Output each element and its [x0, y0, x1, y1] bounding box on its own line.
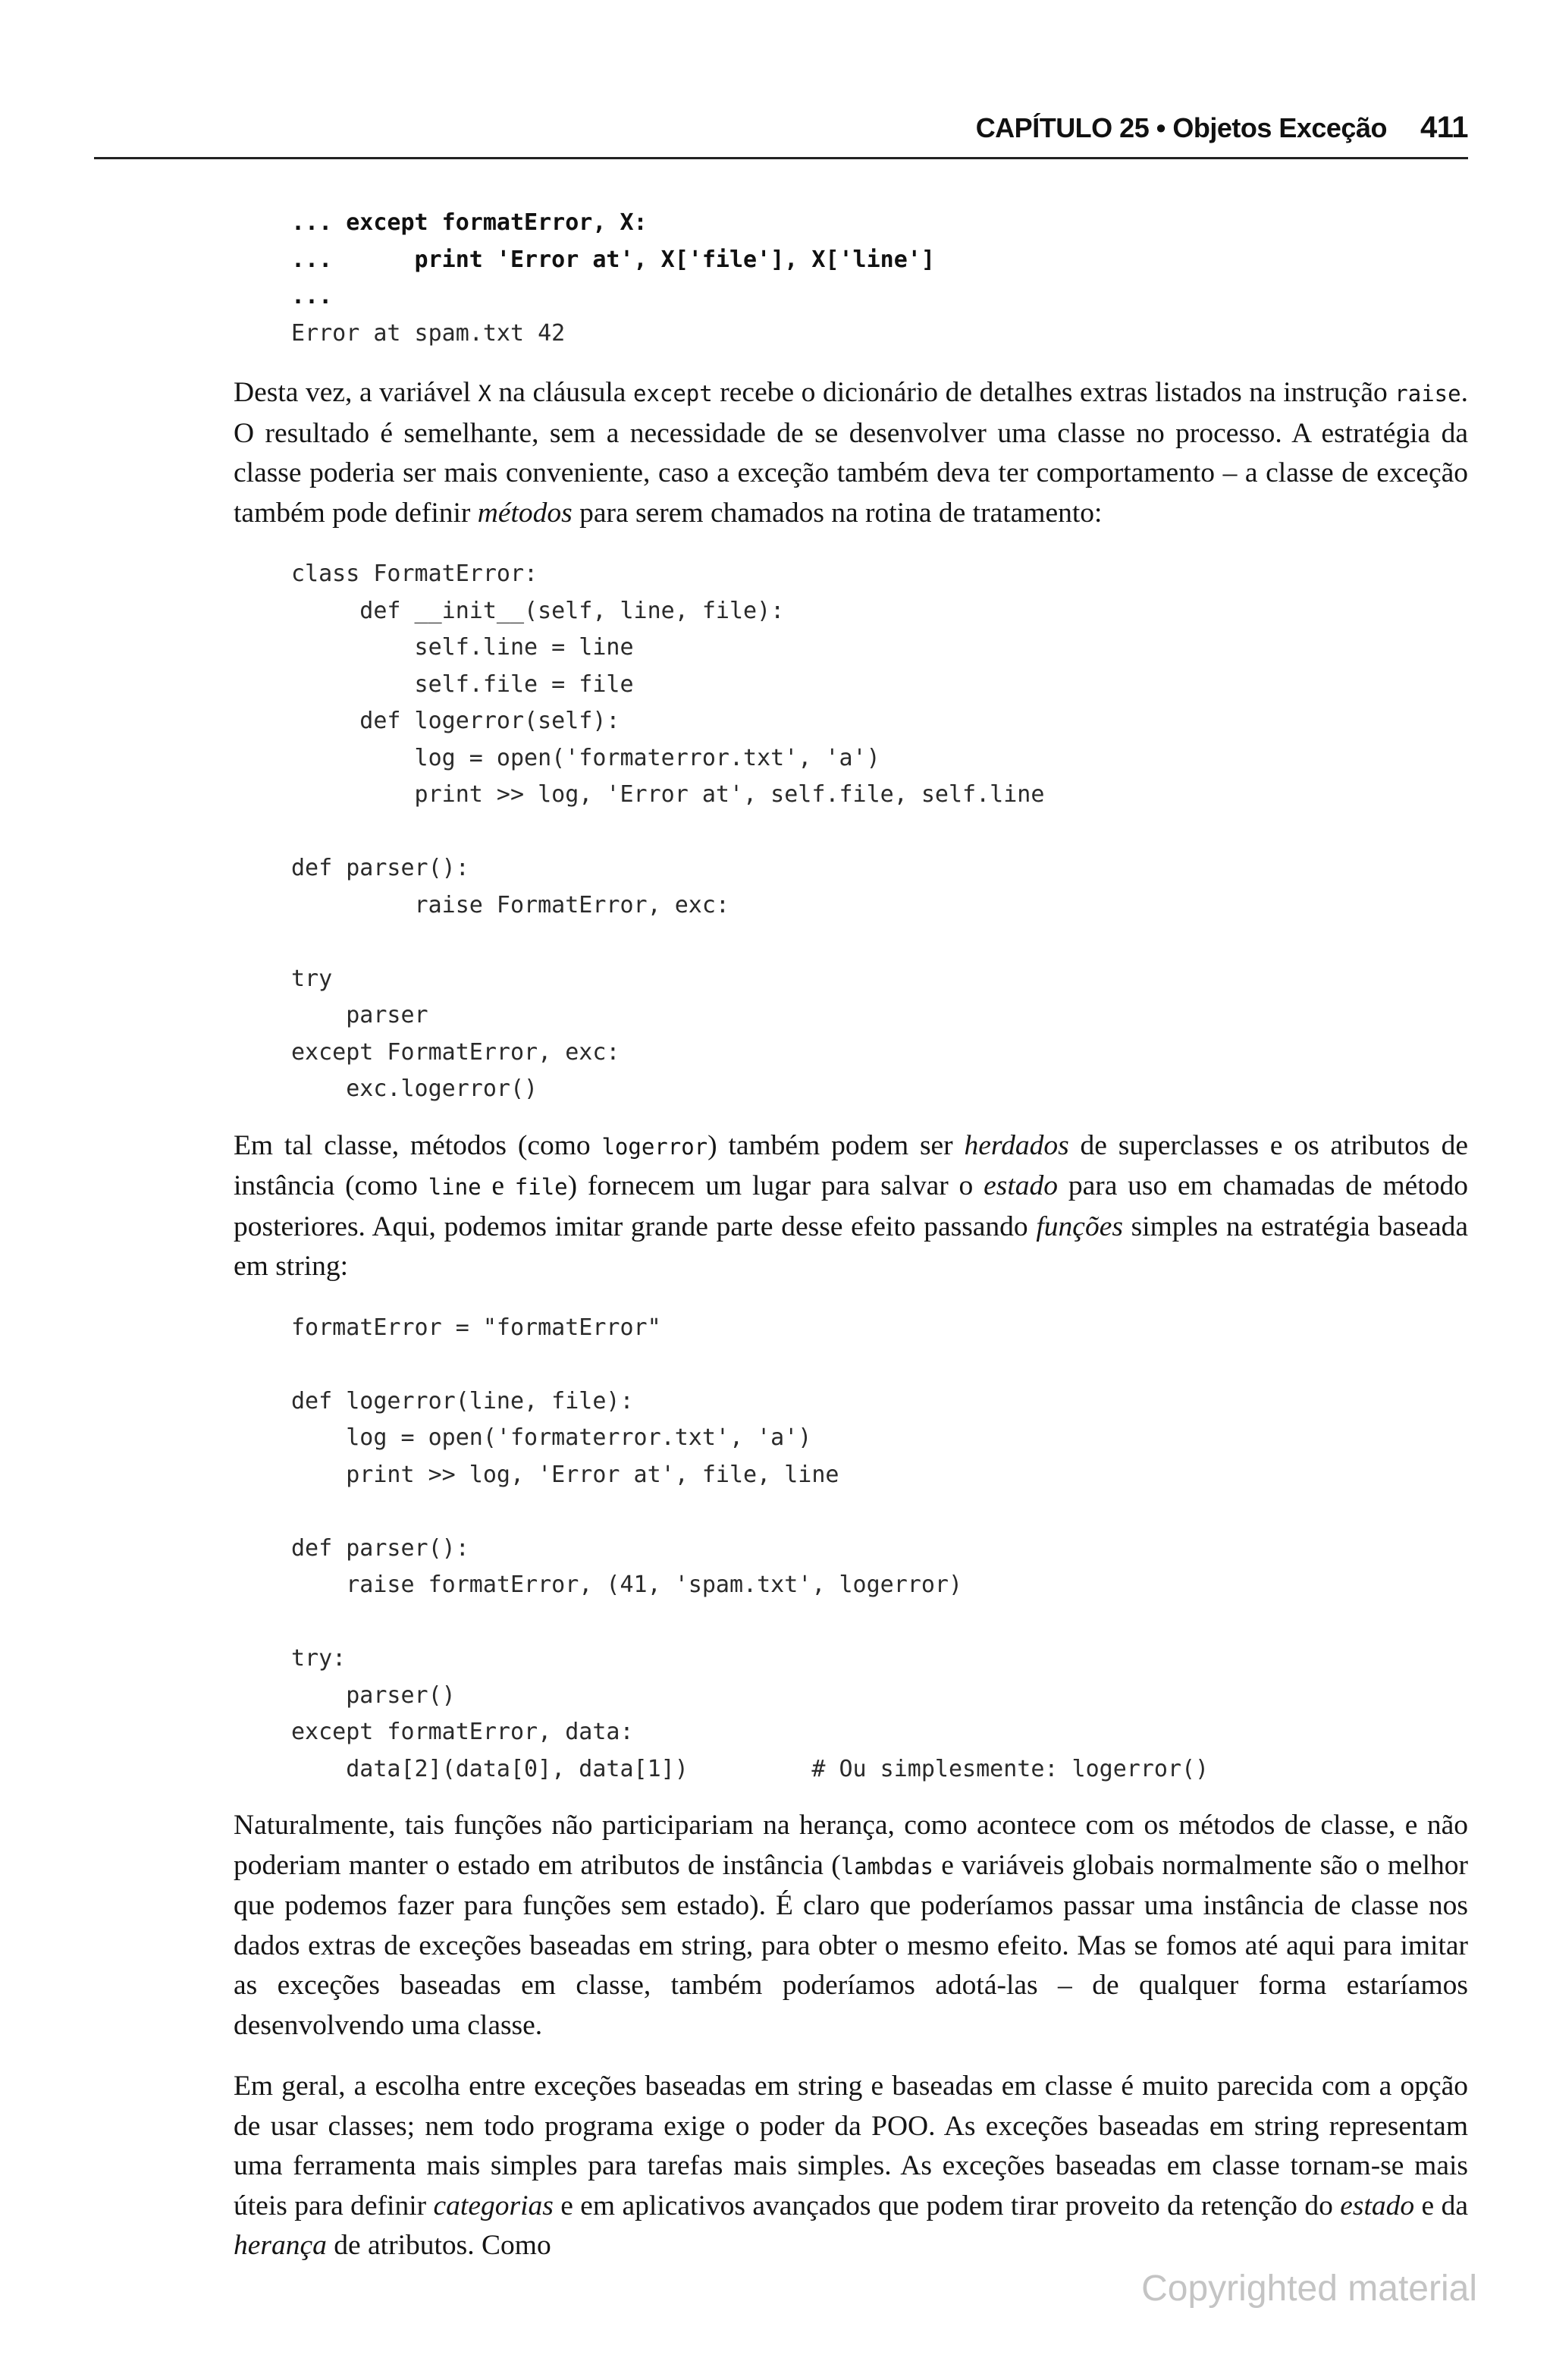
inline-code: lambdas [840, 1853, 933, 1879]
inline-code: raise [1395, 381, 1461, 407]
text-run: Em geral, a escolha entre exceções baseadas em string e baseadas em classe é muito parecida com a opção de usar classes; nem todo programa exige o poder da POO. As exceções baseadas em string representam uma ferramenta mais simples para tarefas mais simples. As exceções baseadas em classe tornam-se mais úteis para definir [234, 2071, 1468, 2221]
inline-code: logerror [601, 1133, 708, 1160]
text-run: ) fornecem um lugar para salvar o [567, 1170, 984, 1201]
emphasis: estado [1340, 2190, 1415, 2221]
code-line: ... print 'Error at', X['file'], X['line'] [291, 246, 935, 273]
code-block-interactive [234, 205, 1468, 352]
inline-code: line [428, 1174, 482, 1200]
running-header [94, 106, 1468, 159]
paragraph-4 [234, 2067, 1468, 2266]
emphasis: herança [234, 2230, 327, 2261]
text-run: simples na estratégia baseada em string: [234, 1210, 1468, 1282]
paragraph-3 [234, 1806, 1468, 2046]
copyright-watermark: Copyrighted material [1141, 2269, 1477, 2309]
header-text [976, 111, 1468, 145]
paragraph-1 [234, 373, 1468, 533]
text-run: e em aplicativos avançados que podem tirar proveito da retenção do [553, 2190, 1341, 2221]
code-line: ... [291, 283, 333, 309]
code-output: Error at spam.txt 42 [291, 319, 566, 347]
text-run: de superclasses e os atributos de instância (como [234, 1129, 1468, 1201]
emphasis: estado [984, 1170, 1059, 1201]
text-run: e [481, 1170, 515, 1201]
chapter-title: CAPÍTULO 25 • Objetos Exceção [975, 112, 1387, 143]
text-run: para uso em chamadas de método posteriores. Aqui, podemos imitar grande parte desse efeito passando [234, 1170, 1468, 1242]
code-line: ... except formatError, X: [291, 209, 648, 236]
inline-code: file [514, 1174, 568, 1200]
code-block-string-exception: formatError = "formatError" def logerror(line, file): log = open('formaterror.txt', 'a') print >> log, 'Error at', file, line def parser(): raise formatError, (41, 'spam.txt', logerror) try: parser() except formatError, data: data[2](data[0], data[1]) # Ou simplesmente: logerror() [291, 1314, 1209, 1782]
emphasis: herdados [964, 1129, 1069, 1161]
code-block-formaterror-class: class FormatError: def __init__(self, line, file): self.line = line self.file = file def logerror(self): log = open('formaterror.txt', 'a') print >> log, 'Error at', self.file, self.line def parser(): raise FormatError, exc: try parser except FormatError, exc: exc.logerror() [291, 560, 1045, 1102]
text-run: ) também podem ser [707, 1129, 965, 1161]
emphasis: métodos [477, 497, 573, 529]
inline-code: X [478, 381, 491, 407]
text-run: . O resultado é semelhante, sem a necessidade de se desenvolver uma classe no processo. A estratégia da classe poderia ser mais conveniente, caso a exceção também deva ter comportamento – a classe de exceção também pode definir [234, 377, 1468, 529]
page-body [234, 205, 1468, 2266]
paragraph-2 [234, 1126, 1468, 1287]
text-run: e da [1414, 2190, 1468, 2221]
emphasis: categorias [433, 2190, 554, 2221]
text-run: Em tal classe, métodos (como [234, 1129, 602, 1161]
text-run: de atributos. Como [326, 2230, 551, 2261]
text-run: na cláusula [491, 377, 633, 408]
text-run: Naturalmente, tais funções não participariam na herança, como acontece com os métodos de classe, e não poderiam manter o estado em atributos de instância ( [234, 1810, 1468, 1881]
inline-code: except [632, 381, 713, 407]
header-rule [94, 157, 1468, 159]
text-run: Desta vez, a variável [234, 377, 478, 408]
text-run: para serem chamados na rotina de tratamento: [572, 497, 1103, 529]
emphasis: funções [1036, 1210, 1123, 1242]
text-run: e variáveis globais normalmente são o melhor que podemos fazer para funções sem estado). É claro que poderíamos passar uma instância de classe nos dados extras de exceções baseadas em string, para obter o mesmo efeito. Mas se fomos até aqui para imitar as exceções baseadas em classe, também poderíamos adotá-las – de qualquer forma estaríamos desenvolvendo uma classe. [234, 1849, 1469, 2041]
text-run: recebe o dicionário de detalhes extras listados na instrução [712, 377, 1395, 408]
page-number: 411 [1420, 111, 1468, 144]
